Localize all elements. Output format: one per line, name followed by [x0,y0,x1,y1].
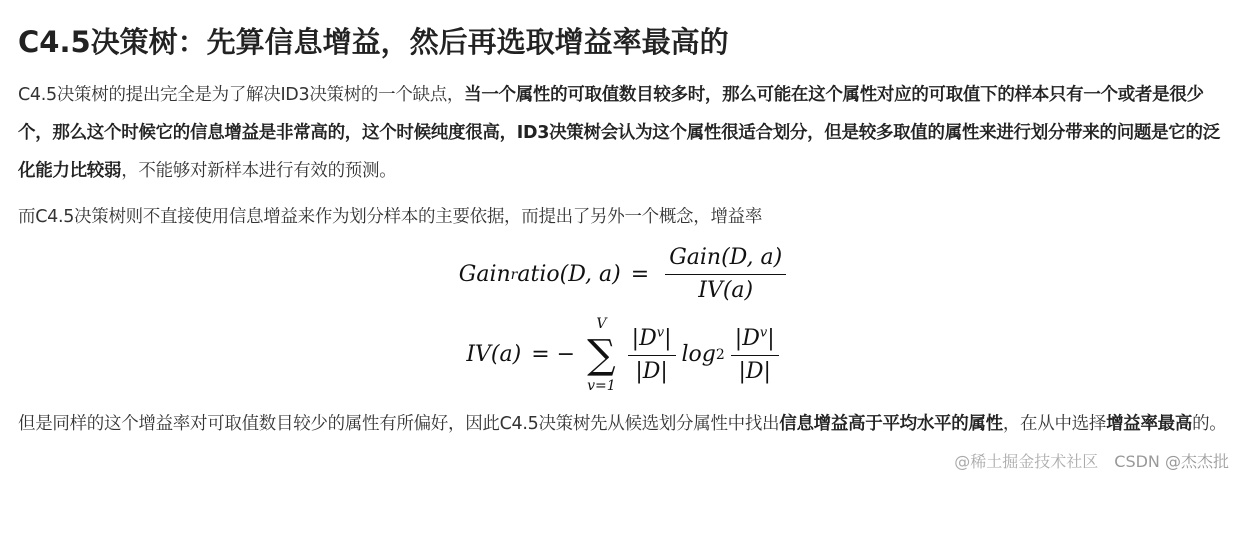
watermarks [18,451,1233,473]
text: 的。 [1192,414,1227,434]
sum-symbol: ∑ [587,332,616,378]
numerator: |D [734,325,760,351]
watermark-juejin: @稀土掘金技术社区 [954,452,1099,471]
text: ，在从中选择 [1002,414,1107,434]
numerator: Gain(D, a) [665,244,786,275]
bold-text: 信息增益高于平均水平的属性 [779,414,1003,434]
denominator: IV(a) [698,278,754,303]
sum-lower: v=1 [587,378,616,394]
watermark-csdn: CSDN @杰杰批 [1114,452,1229,471]
bold-text: 增益率最高 [1106,414,1193,434]
formula-iv: IV(a) = − V ∑ v=1 $\frac{|D^v|}{|D|}$ log 2 $\frac{|D^v|}{|D|}$ [466,315,784,395]
section-heading: C4.5决策树：先算信息增益，然后再选取增益率最高的 [18,25,729,59]
text: ，不能够对新样本进行有效的预测。 [121,161,397,181]
text: C4.5决策树的提出完全是为了解决ID3决策树的一个缺点， [18,85,465,105]
fraction [731,325,779,386]
text: 但是同样的这个增益率对可取值数目较少的属性有所偏好，因此C4.5决策树先从候选划分属性中找出 [18,414,780,434]
formula-gain-ratio: Gain r atio(D, a) = $\frac{\text{Gain(D, a)}}{IV(a)}$ [459,244,792,305]
denominator: |D| [738,358,771,384]
formula-row [18,315,1233,395]
math-text: atio(D, a) [517,261,621,287]
numerator-end: | [767,325,775,351]
fraction [628,325,676,386]
math-eq: = [630,261,650,287]
formula-row [18,244,1233,305]
math-text: Gain [458,261,511,287]
paragraph-2: 而C4.5决策树则不直接使用信息增益来作为划分样本的主要依据，而提出了另外一个概念，增益率 [18,207,763,227]
math-sup: v [759,325,768,341]
math-log: log [681,342,716,367]
paragraph-1 [18,76,1233,190]
numerator: |D [631,325,657,351]
summation [587,315,616,395]
paragraph-3 [18,405,1233,443]
numerator-end: | [664,325,672,351]
fraction [665,244,786,305]
denominator: |D| [635,358,668,384]
bold-text: 当一个属性的可取值数目较多时，那么可能在这个属性对应的可取值下的样本只有一个或者是很少个，那么这个时候它的信息增益是非常高的，这个时候纯度很高，ID3决策树会认为这个属性很适合划分，但是较多取值的属性来进行划分带来的问题是它的泛化能力比较弱 [18,85,1220,181]
math-eq: = − [531,342,576,367]
sum-upper: V [596,316,607,332]
math-text: IV(a) [466,342,522,367]
math-sup: v [656,325,665,341]
